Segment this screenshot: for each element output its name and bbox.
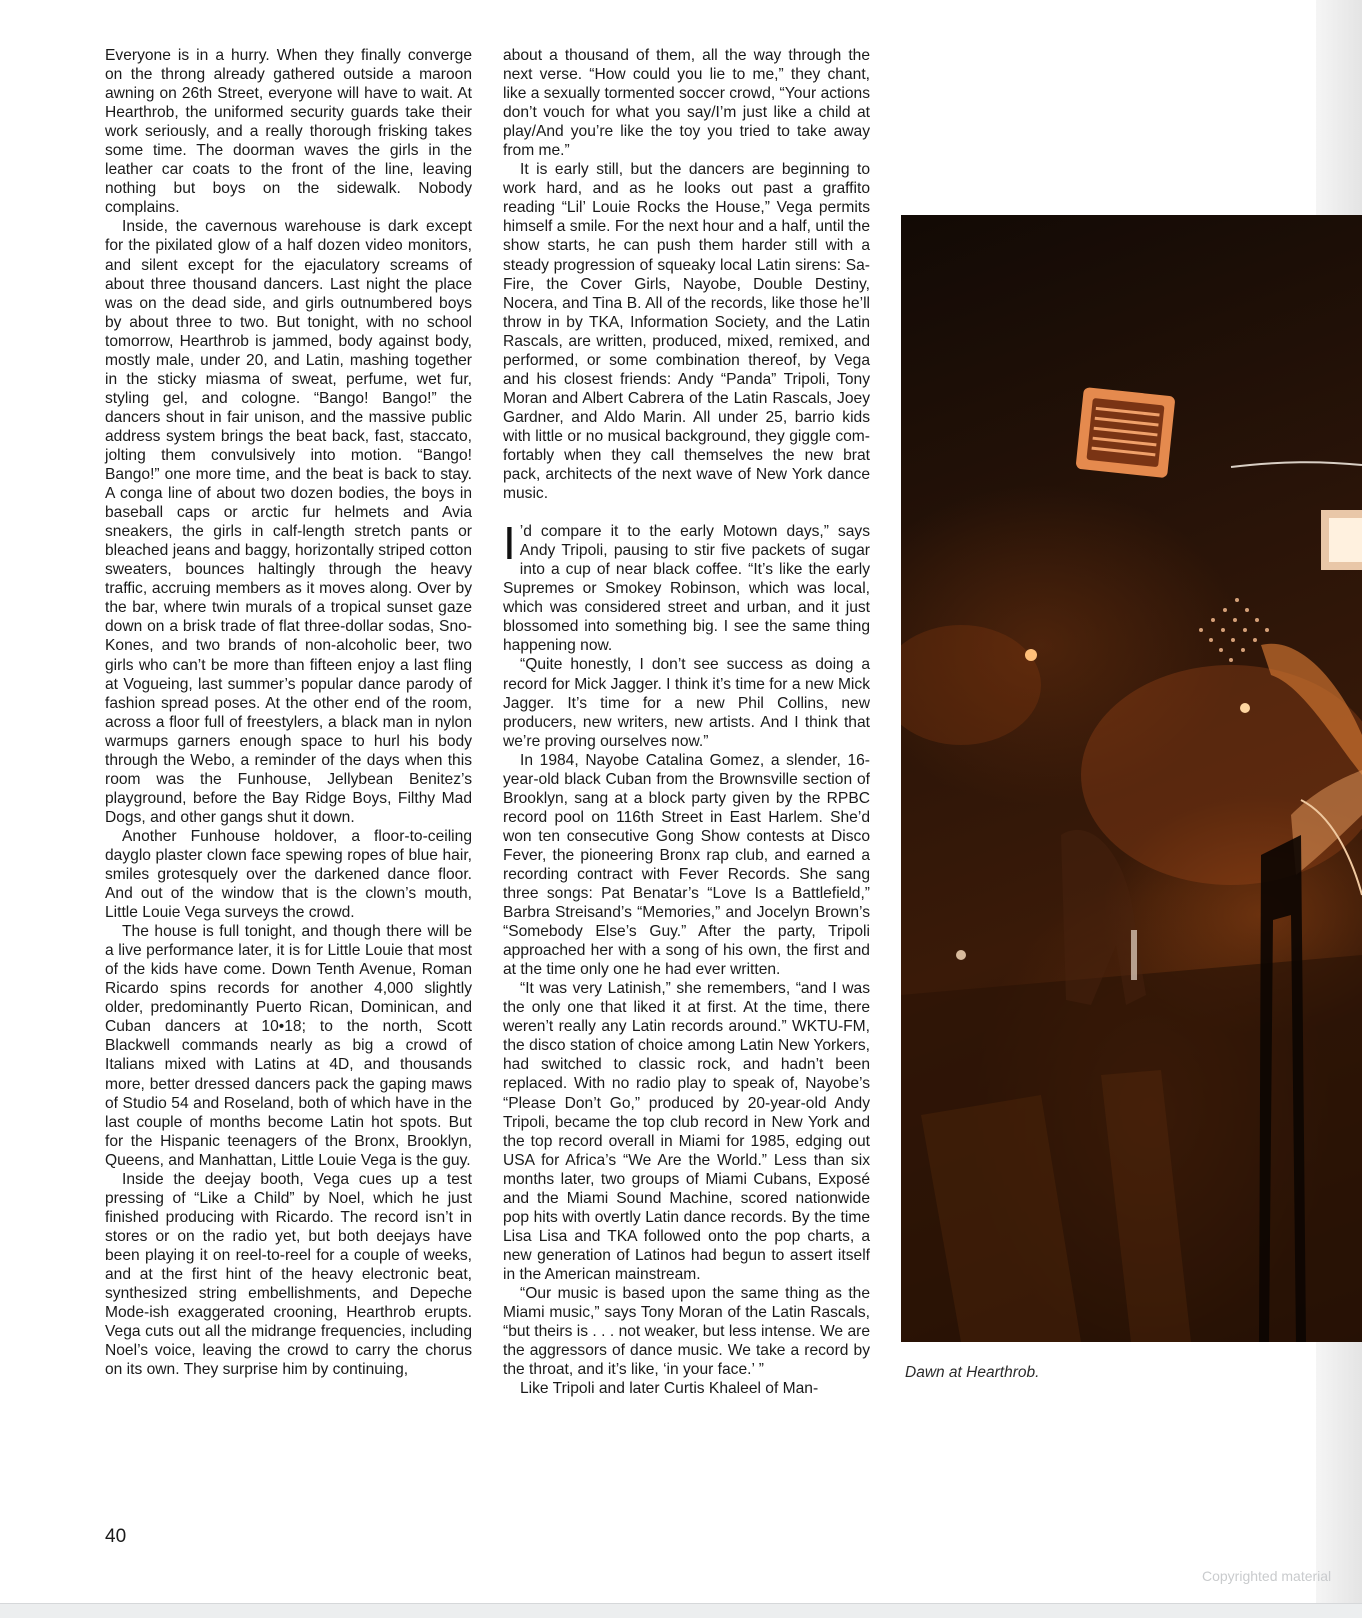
drop-cap: I xyxy=(503,517,516,570)
copyright-watermark: Copyrighted material xyxy=(1202,1568,1332,1584)
article-paragraph: “Quite honestly, I don’t see success as doing a record for Mick Jagger. I think it’s time for a new Mick Jagger. It’s time for a new Phil Collins, new producers, new writers, new artists. And I think that we’re proving ourselves now.” xyxy=(503,656,870,750)
bottom-edge-shade xyxy=(0,1603,1362,1618)
article-paragraph: “Our music is based upon the same thing as the Miami music,” says Tony Moran of the Latin Rascals, “but theirs is . . . not weaker, but less intense. We are the aggressors of dance music. We take a record by the throat, and it’s like, ‘in your face.’ ” xyxy=(503,1285,870,1379)
club-photo xyxy=(901,215,1362,1342)
article-paragraph: In 1984, Nayobe Catalina Gomez, a slender, 16-year-old black Cuban from the Brownsville section of Brooklyn, sang at a block party given by the RPBC record pool on 116th Street in East Harlem. She’d won ten consecutive Gong Show contests at Disco Fever, the pioneering Bronx rap club, and earned a recording contract with Fever Records. She sang three songs: Pat Benatar’s “Love Is a Battlefield,” Barbra Streisand’s “Memories,” and Jocelyn Brown’s “Somebody Else’s Guy.” After the party, Tripoli approached her with a song of his own, the first and at the time only one he had ever written. xyxy=(503,751,870,979)
article-paragraph: Like Tripoli and later Curtis Khaleel of Man- xyxy=(520,1380,819,1398)
photo-caption: Dawn at Hearthrob. xyxy=(905,1364,1040,1381)
drop-cap-paragraph-text: ’d compare it to the early Motown days,” says Andy Tripoli, pausing to stir five packets of sugar into a cup of near black coffee. “It’s like the early Supremes or Smokey Robinson, which was local, which was considered street and urban, and it just blossomed into something big. I see the same thing happening now. xyxy=(503,523,870,655)
article-paragraph: Inside the deejay booth, Vega cues up a test pressing of “Like a Child” by Noel, which he just finished producing with Ricardo. The record isn’t in stores or on the radio yet, but both deejays have been playing it on reel-to-reel for a couple of weeks, and at the first hint of the heavy electronic beat, synthesized string embellishments, and Depeche Mode-ish exaggerated crooning, Hearthrob erupts. Vega cuts out all the midrange frequencies, including Noel’s voice, leaving the crowd to carry the chorus on its own. They surprise him by continuing, xyxy=(105,1170,472,1379)
article-paragraph: Inside, the cavernous warehouse is dark except for the pixilated glow of a half dozen video monitors, and silent except for the ejaculatory screams of about three thousand dancers. Last night the place was on the dead side, and girls outnumbered boys by about three to two. But tonight, with no school tomorrow, Hearthrob is jammed, body against body, mostly male, under 20, and Latin, mashing together in the sticky miasma of sweat, perfume, wet fur, styling gel, and cologne. “Bango! Bango!” the dancers shout in fair unison, and the massive public address system brings the beat back, fast, staccato, jolting them convulsively into motion. “Bango! Bango!” one more time, and the beat is back to stay. A conga line of about two dozen bodies, the boys in baseball caps or arctic fur helmets and Avia sneakers, the girls in calf-length stretch pants or bleached jeans and baggy, horizontally striped cotton sweaters, bounces haltingly through the heavy traffic, accruing members as it moves along. Over by the bar, where twin murals of a tropical sunset gaze down on a brisk trade of flat three-dollar sodas, Sno-Kones, and two brands of non-alcoholic beer, two girls who can’t be more than fifteen enjoy a last fling at Vogueing, last summer’s popular dance parody of fashion spread poses. At the other end of the room, across a floor full of freestylers, a black man in nylon warmups garners enough space to hurl his body through the Webo, a reminder of the days when this room was the Funhouse, Jellybean Benitez’s playground, before the Bay Ridge Boys, Filthy Mad Dogs, and other gangs shut it down. xyxy=(105,218,472,826)
page-number: 40 xyxy=(105,1526,127,1547)
article-paragraph: about a thousand of them, all the way through the next verse. “How could you lie to me,” they chant, like a sexually tormented soccer crowd, “Your actions don’t vouch for what you say/I’m just like a child at play/And you’re like the toy you tried to take away from me.” xyxy=(503,47,870,160)
article-column-1 xyxy=(105,46,472,1379)
section-opening-paragraph xyxy=(503,517,870,655)
article-paragraph: The house is full tonight, and though there will be a live performance later, it is for Little Louie that most of the kids have come. Down Tenth Avenue, Roman Ricardo spins records for another 4,000 slightly older, predominantly Puerto Rican, Dominican, and Cuban dancers at 10•18; to the north, Scott Blackwell commands nearly as big a crowd of Italians mixed with Latins at 4D, and thousands more, better dressed dancers pack the gaping maws of Studio 54 and Roseland, both of which have in the last couple of months become Latin hot spots. But for the Hispanic teenagers of the Bronx, Brooklyn, Queens, and Manhattan, Little Louie Vega is the guy. xyxy=(105,923,472,1169)
article-paragraph: It is early still, but the dancers are beginning to work hard, and as he looks out past a graffito reading “Lil’ Louie Rocks the House,” Vega permits himself a smile. For the next hour and a half, until the show starts, he can push them harder still with a steady progression of squeaky local Latin sirens: Sa-Fire, the Cover Girls, Nayobe, Double Destiny, Nocera, and Tina B. All of the records, like those he’ll throw in by TKA, Information Society, and the Latin Rascals, are written, produced, mixed, remixed, and performed, or some combination thereof, by Vega and his closest friends: Andy “Panda” Tripoli, Tony Moran and Albert Cabrera of the Latin Rascals, Joey Gardner, and Aldo Marin. All under 25, barrio kids with little or no musical background, they giggle comfortably when they call themselves the new brat pack, architects of the next wave of New York dance music. xyxy=(503,161,870,503)
article-paragraph: “It was very Latinish,” she remembers, “and I was the only one that liked it at first. At the time, there weren’t really any Latin records around.” WKTU-FM, the disco station of choice among Latin New Yorkers, had switched to classic rock, and hadn’t been replaced. With no radio play to speak of, Nayobe’s “Please Don’t Go,” produced by 20-year-old Andy Tripoli, became the top club record in New York and the top record overall in Miami for 1985, edging out USA for Africa’s “We Are the World.” Less than six months later, two groups of Miami Cubans, Exposé and the Miami Sound Machine, scored nationwide pop hits with overtly Latin dance records. By the time Lisa Lisa and TKA followed onto the pop charts, a new generation of Latinos had begun to assert itself in the American mainstream. xyxy=(503,980,870,1283)
article-paragraph: Everyone is in a hurry. When they finally converge on the throng already gathered outside a maroon awning on 26th Street, everyone will have to wait. At Hearthrob, the uniformed security guards take their work seriously, and a really thorough frisking takes some time. The doorman waves the girls in the leather car coats to the front of the line, leaving nothing but boys on the sidewalk. Nobody complains. xyxy=(105,47,472,217)
club-photo-drawing xyxy=(901,215,1362,1342)
article-paragraph: Another Funhouse holdover, a floor-to-ceiling dayglo plaster clown face spewing ropes of blue hair, smiles grotesquely over the darkened dance floor. And out of the window that is the clown’s mouth, Little Louie Vega surveys the crowd. xyxy=(105,827,472,922)
article-column-2 xyxy=(503,46,870,1398)
